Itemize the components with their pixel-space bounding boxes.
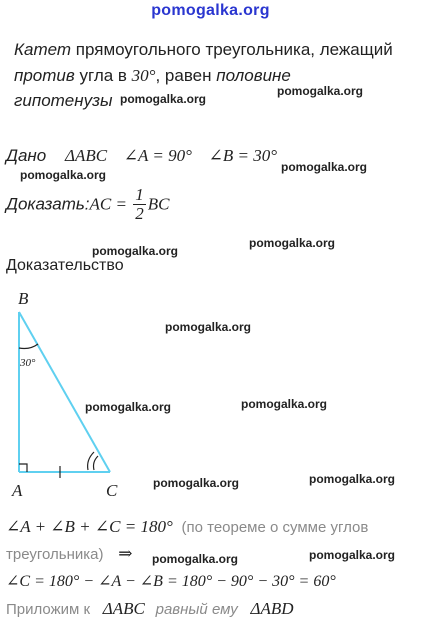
angle-c-arc-2 [94,456,99,470]
angle-sum-note-2: треугольника) [6,546,104,563]
prove-rhs: BC [147,194,170,214]
hypotenuse-bc [19,312,110,472]
prove-line [6,186,169,223]
angle-sum-line [6,517,368,537]
watermark: pomogalka.org [309,548,396,562]
watermark: pomogalka.org [309,472,396,486]
theorem-hypotenuse-word: гипотенузы [14,91,113,110]
angle-c-formula: ∠C = 180° − ∠A − ∠B = 180° − 90° − 30° = 60° [6,573,336,590]
theorem-opposite-word: против [14,66,75,85]
implies-arrow: ⇒ [118,544,133,563]
watermark: pomogalka.org [241,397,328,411]
attach-triangle-abd: ΔABD [250,599,294,618]
attach-text: Приложим к [6,601,91,618]
given-line [6,146,277,166]
watermark: pomogalka.org [20,168,107,182]
given-angle-a: ∠A = 90° [123,146,192,165]
watermark: pomogalka.org [120,92,207,106]
theorem-angle-value: 30° [131,66,156,85]
angle-b-label: 30° [20,357,36,369]
prove-lhs: AC = [89,194,132,214]
theorem-line-1 [14,40,393,60]
watermark: pomogalka.org [85,400,172,414]
theorem-line-2-rest: , равен [155,66,217,85]
watermark: pomogalka.org [153,476,240,490]
vertex-b-label: B [18,289,29,308]
watermark: pomogalka.org [277,84,364,98]
fraction-numerator: 1 [135,185,144,204]
right-angle-mark [19,464,27,472]
angle-sum-line-2 [6,544,132,564]
vertex-a-label: A [12,481,23,500]
vertex-c-label: C [106,481,118,500]
triangle-figure [0,284,160,504]
angle-b-arc [19,344,38,349]
theorem-line-2-mid: угла в [74,66,132,85]
given-label: Дано [6,146,47,165]
prove-fraction [133,186,146,223]
watermark: pomogalka.org [281,160,368,174]
given-triangle: ΔABC [64,146,108,165]
theorem-half-word: половине [216,66,291,85]
proof-heading: Доказательство [6,257,124,274]
fraction-denominator: 2 [135,204,144,223]
attach-mid-text: равный ему [155,601,238,618]
angle-sum-formula: ∠A + ∠B + ∠C = 180° [6,517,173,536]
theorem-line-1-text: прямоугольного треугольника, лежащий [71,40,393,59]
prove-label: Доказать: [6,194,90,214]
theorem-line-2 [14,66,291,86]
given-angle-b: ∠B = 30° [208,146,278,165]
attach-line [6,599,294,619]
watermark: pomogalka.org [92,244,179,258]
site-header[interactable]: pomogalka.org [151,2,270,19]
attach-triangle-abc: ΔABC [102,599,145,618]
watermark: pomogalka.org [152,552,239,566]
angle-sum-note: (по теореме о сумме углов [181,519,369,536]
theorem-leg-word: Катет [14,40,72,59]
watermark: pomogalka.org [249,236,336,250]
watermark: pomogalka.org [165,320,252,334]
